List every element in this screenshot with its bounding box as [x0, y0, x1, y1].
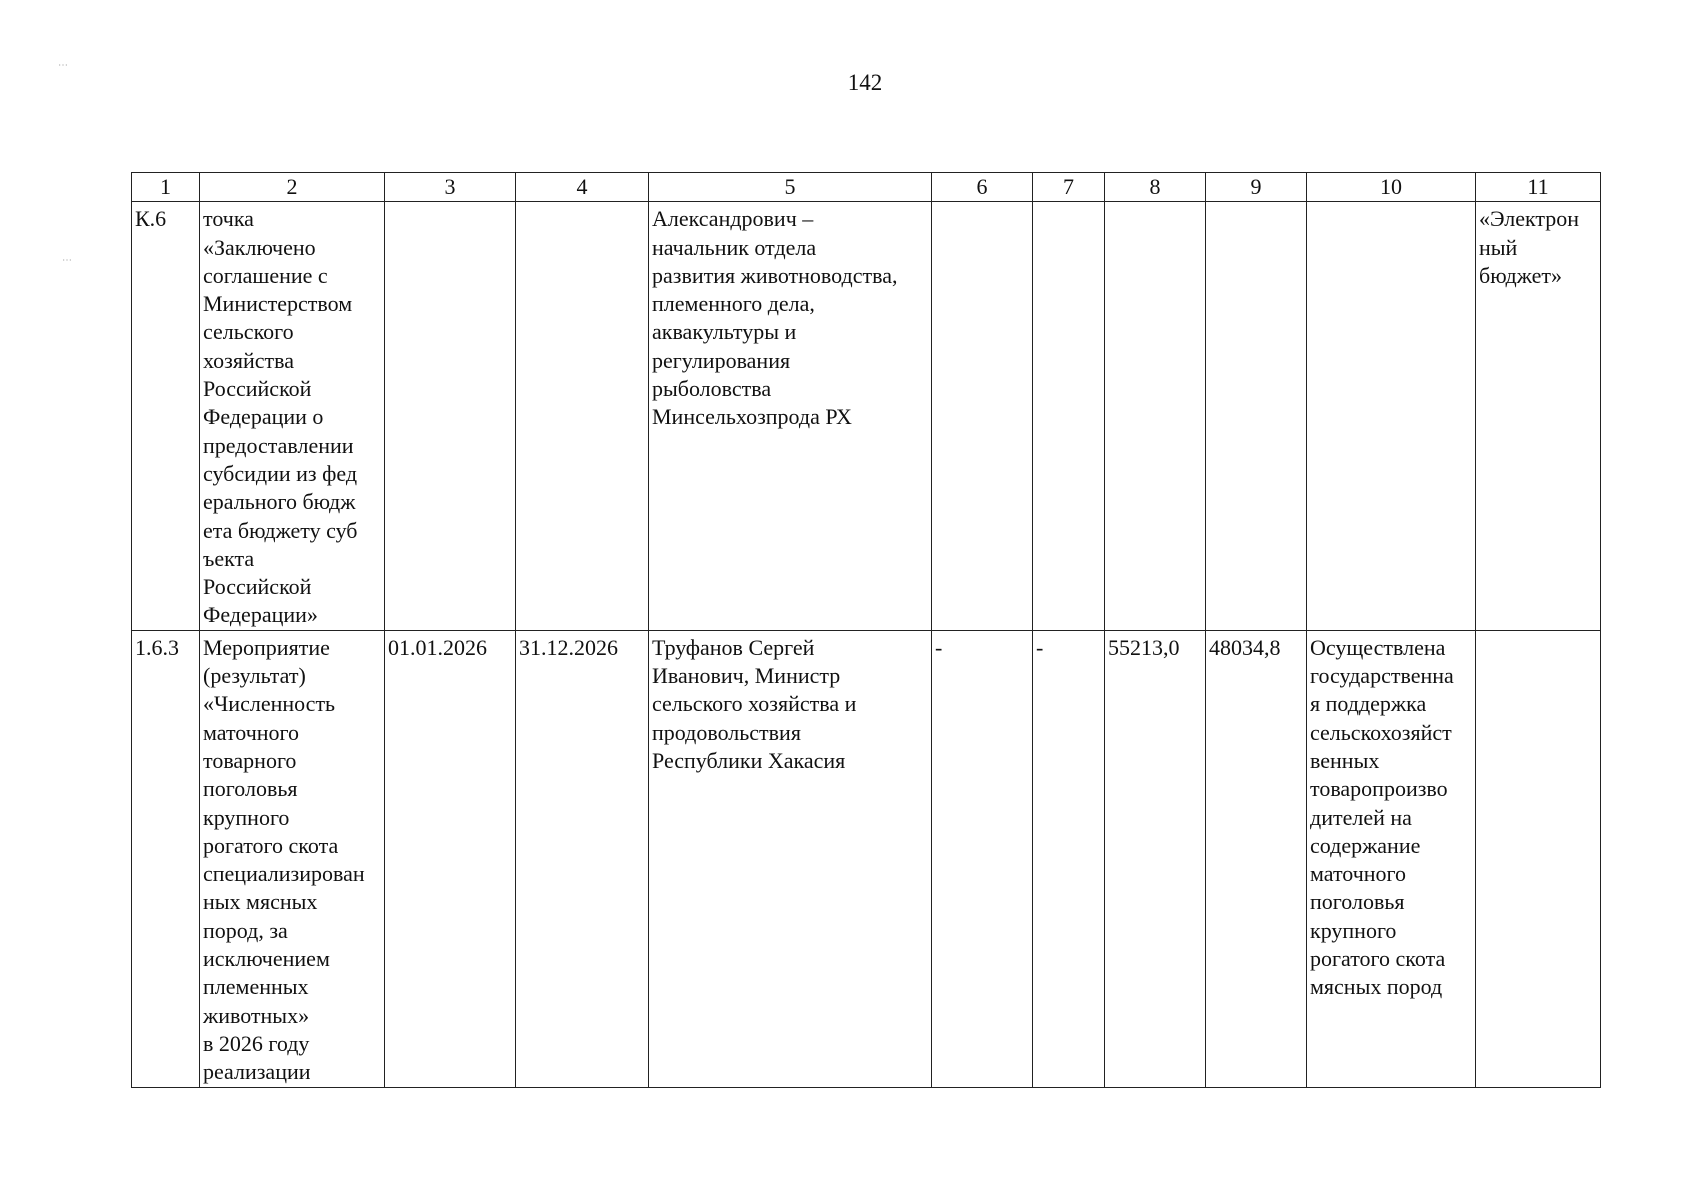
cell-text-line: Российской [203, 376, 312, 402]
page-number: 142 [847, 70, 883, 95]
cell-text-line: развития животноводства, [652, 262, 898, 288]
cell-text-line: 55213,0 [1108, 634, 1180, 660]
column-header: 10 [1307, 173, 1476, 202]
cell-text-line: (результат) [203, 663, 306, 689]
column-header: 8 [1105, 173, 1206, 202]
cell-text-line: рогатого скота [1310, 946, 1446, 972]
column-header: 9 [1206, 173, 1307, 202]
cell-text-line: ный [1479, 234, 1518, 260]
cell-text-line: дителей на [1310, 804, 1412, 830]
table-cell [932, 202, 1033, 630]
cell-text-line: Федерации» [203, 602, 318, 628]
cell-text-line: ных мясных [203, 889, 318, 915]
cell-text-line: бюджет» [1479, 262, 1562, 288]
cell-text-line: реализации [203, 1059, 311, 1085]
cell-text-line: Министерством [203, 291, 353, 317]
cell-text-line: ета бюджету суб [203, 517, 358, 543]
cell-text-line: государственна [1310, 663, 1454, 689]
cell-text-line: ерального бюдж [203, 489, 356, 515]
column-header: 1 [132, 173, 200, 202]
cell-text-line: животных» [203, 1002, 310, 1028]
column-header: 6 [932, 173, 1033, 202]
cell-text-line: Труфанов Сергей [652, 634, 815, 660]
table-cell [1105, 202, 1206, 630]
cell-text-line: пород, за [203, 917, 288, 943]
table-cell [385, 630, 516, 1087]
column-header: 11 [1476, 173, 1601, 202]
scan-artifact: ⋯ [62, 255, 72, 266]
table-cell [1476, 630, 1601, 1087]
cell-text-line: я поддержка [1310, 691, 1427, 717]
cell-text-line: крупного [1310, 917, 1397, 943]
cell-text-line: сельскохозяйст [1310, 719, 1452, 745]
cell-text-line: Осуществлена [1310, 634, 1446, 660]
table-cell [385, 202, 516, 630]
column-header: 7 [1033, 173, 1105, 202]
cell-text-line: мясных пород [1310, 974, 1443, 1000]
cell-text-line: венных [1310, 747, 1380, 773]
cell-text-line: - [1036, 634, 1044, 660]
cell-text-line: маточного [203, 719, 300, 745]
table-cell [1206, 202, 1307, 630]
table-cell [932, 630, 1033, 1087]
cell-text-line: предоставлении [203, 432, 354, 458]
cell-text-line: продовольствия [652, 719, 801, 745]
scan-artifact: ⋯ [58, 60, 68, 71]
cell-text-line: «Численность [203, 691, 336, 717]
cell-text-line: ъекта [203, 545, 255, 571]
cell-text-line: «Заключено [203, 234, 316, 260]
cell-text-line: К.6 [135, 206, 167, 232]
cell-text-line: товарного [203, 747, 297, 773]
cell-text-line: поголовья [1310, 889, 1405, 915]
column-header: 4 [516, 173, 649, 202]
table-cell [132, 630, 200, 1087]
cell-text-line: рогатого скота [203, 832, 339, 858]
cell-text-line: 31.12.2026 [519, 634, 618, 660]
cell-text-line: точка [203, 206, 254, 232]
table-cell [649, 202, 932, 630]
cell-text-line: племенных [203, 974, 309, 1000]
cell-text-line: - [935, 634, 943, 660]
cell-text-line: 48034,8 [1209, 634, 1281, 660]
cell-text-line: специализирован [203, 861, 365, 887]
table-cell [200, 630, 385, 1087]
cell-text-line: «Электрон [1479, 206, 1580, 232]
cell-text-line: в 2026 году [203, 1030, 310, 1056]
cell-text-line: Иванович, Министр [652, 663, 841, 689]
table-cell [1105, 630, 1206, 1087]
table-cell [516, 630, 649, 1087]
cell-text-line: Российской [203, 574, 312, 600]
document-table [131, 172, 1601, 1088]
cell-text-line: Александрович – [652, 206, 814, 232]
table-cell [516, 202, 649, 630]
table-cell [1476, 202, 1601, 630]
table-cell [200, 202, 385, 630]
column-header: 2 [200, 173, 385, 202]
column-header: 5 [649, 173, 932, 202]
cell-text-line: субсидии из фед [203, 460, 358, 486]
table-cell [1206, 630, 1307, 1087]
cell-text-line: содержание [1310, 832, 1421, 858]
cell-text-line: исключением [203, 946, 330, 972]
cell-text-line: Федерации о [203, 404, 324, 430]
cell-text-line: хозяйства [203, 347, 294, 373]
cell-text-line: 1.6.3 [135, 634, 179, 660]
table-cell [649, 630, 932, 1087]
cell-text-line: поголовья [203, 776, 298, 802]
cell-text-line: Минсельхозпрода РХ [652, 404, 852, 430]
table-cell [1307, 202, 1476, 630]
cell-text-line: Республики Хакасия [652, 747, 846, 773]
cell-text-line: соглашение с [203, 262, 328, 288]
table-cell [1307, 630, 1476, 1087]
column-header: 3 [385, 173, 516, 202]
cell-text-line: крупного [203, 804, 290, 830]
cell-text-line: маточного [1310, 861, 1407, 887]
table-row [132, 202, 1601, 630]
cell-text-line: начальник отдела [652, 234, 817, 260]
cell-text-line: сельского хозяйства и [652, 691, 857, 717]
table-header-row [132, 173, 1601, 202]
cell-text-line: 01.01.2026 [388, 634, 487, 660]
cell-text-line: племенного дела, [652, 291, 815, 317]
cell-text-line: регулирования [652, 347, 791, 373]
cell-text-line: Мероприятие [203, 634, 330, 660]
cell-text-line: сельского [203, 319, 294, 345]
table-cell [1033, 202, 1105, 630]
cell-text-line: товаропроизво [1310, 776, 1448, 802]
cell-text-line: рыболовства [652, 376, 772, 402]
cell-text-line: аквакультуры и [652, 319, 797, 345]
table-cell [1033, 630, 1105, 1087]
table-row [132, 630, 1601, 1087]
table-cell [132, 202, 200, 630]
